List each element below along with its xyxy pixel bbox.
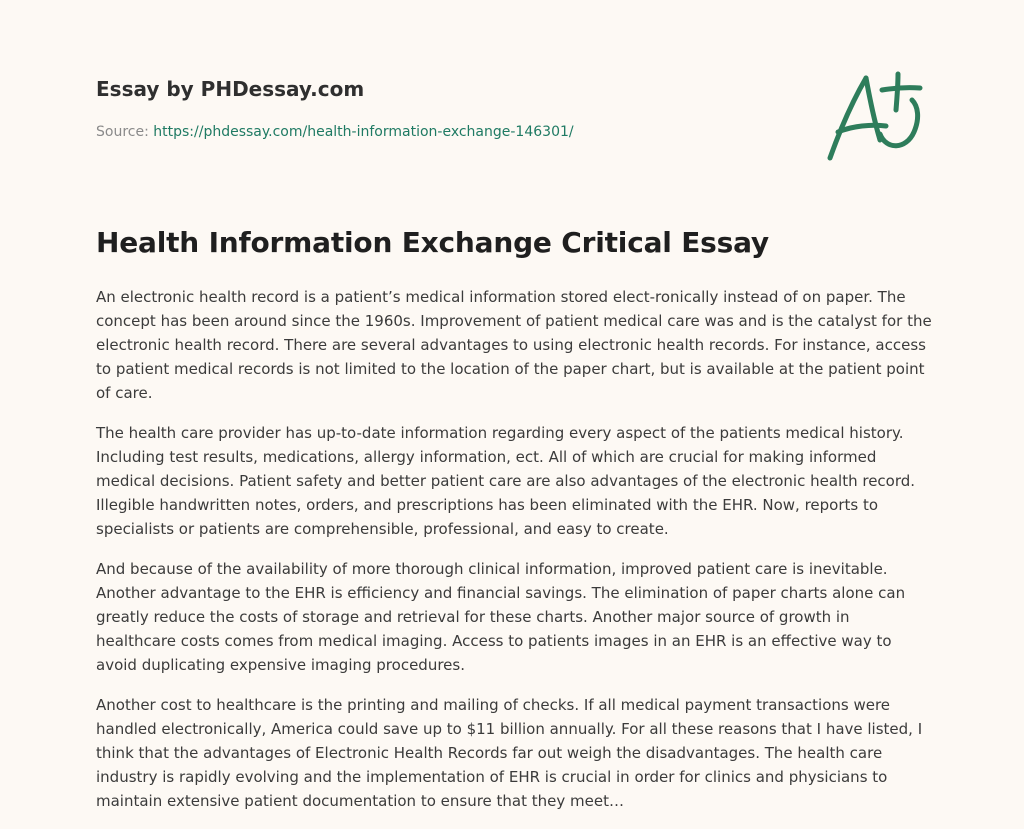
essay-paragraph-4: Another cost to healthcare is the printing and mailing of checks. If all medical payment transactions were handled electronically, America could save up to $11 billion annually. For all these reasons that I have listed, I think that the advantages of Electronic Health Records far out weigh the disadvantages. The health care industry is rapidly evolving and the implementation of EHR is crucial in order for clinics and physicians to maintain extensive patient documentation to ensure that they meet…: [96, 696, 923, 810]
essay-body: [96, 285, 934, 829]
a-plus-grade-icon: [824, 66, 928, 166]
essay-paragraph-3: And because of the availability of more thorough clinical information, improved patient care is inevitable. Another advantage to the EHR is efficiency and financial savings. The elimination of paper charts alone can greatly reduce the costs of storage and retrieval for these charts. Another major source of growth in healthcare costs comes from medical imaging. Access to patients images in an EHR is an effective way to avoid duplicating expensive imaging procedures.: [96, 560, 906, 674]
source-link[interactable]: https://phdessay.com/health-information-exchange-146301/: [153, 124, 574, 140]
essay-paragraph-2: The health care provider has up-to-date information regarding every aspect of the patients medical history. Including test results, medications, allergy information, ect. All of which are crucial for making informed medical decisions. Patient safety and better patient care are also advantages of the electronic health record. Illegible handwritten notes, orders, and prescriptions has been eliminated with the EHR. Now, reports to specialists or patients are comprehensible, professional, and easy to create.: [96, 424, 916, 538]
source-line: [96, 124, 574, 140]
essay-paragraph-1: An electronic health record is a patient’s medical information stored elect-ronically instead of on paper. The concept has been around since the 1960s. Improvement of patient medical care was and is the catalyst for the electronic health record. There are several advantages to using electronic health records. For instance, access to patient medical records is not limited to the location of the paper chart, but is available at the patient point of care.: [96, 288, 932, 402]
essay-title: Health Information Exchange Critical Essay: [96, 226, 769, 259]
site-brand: Essay by PHDessay.com: [96, 77, 365, 101]
source-label: Source:: [96, 124, 149, 140]
